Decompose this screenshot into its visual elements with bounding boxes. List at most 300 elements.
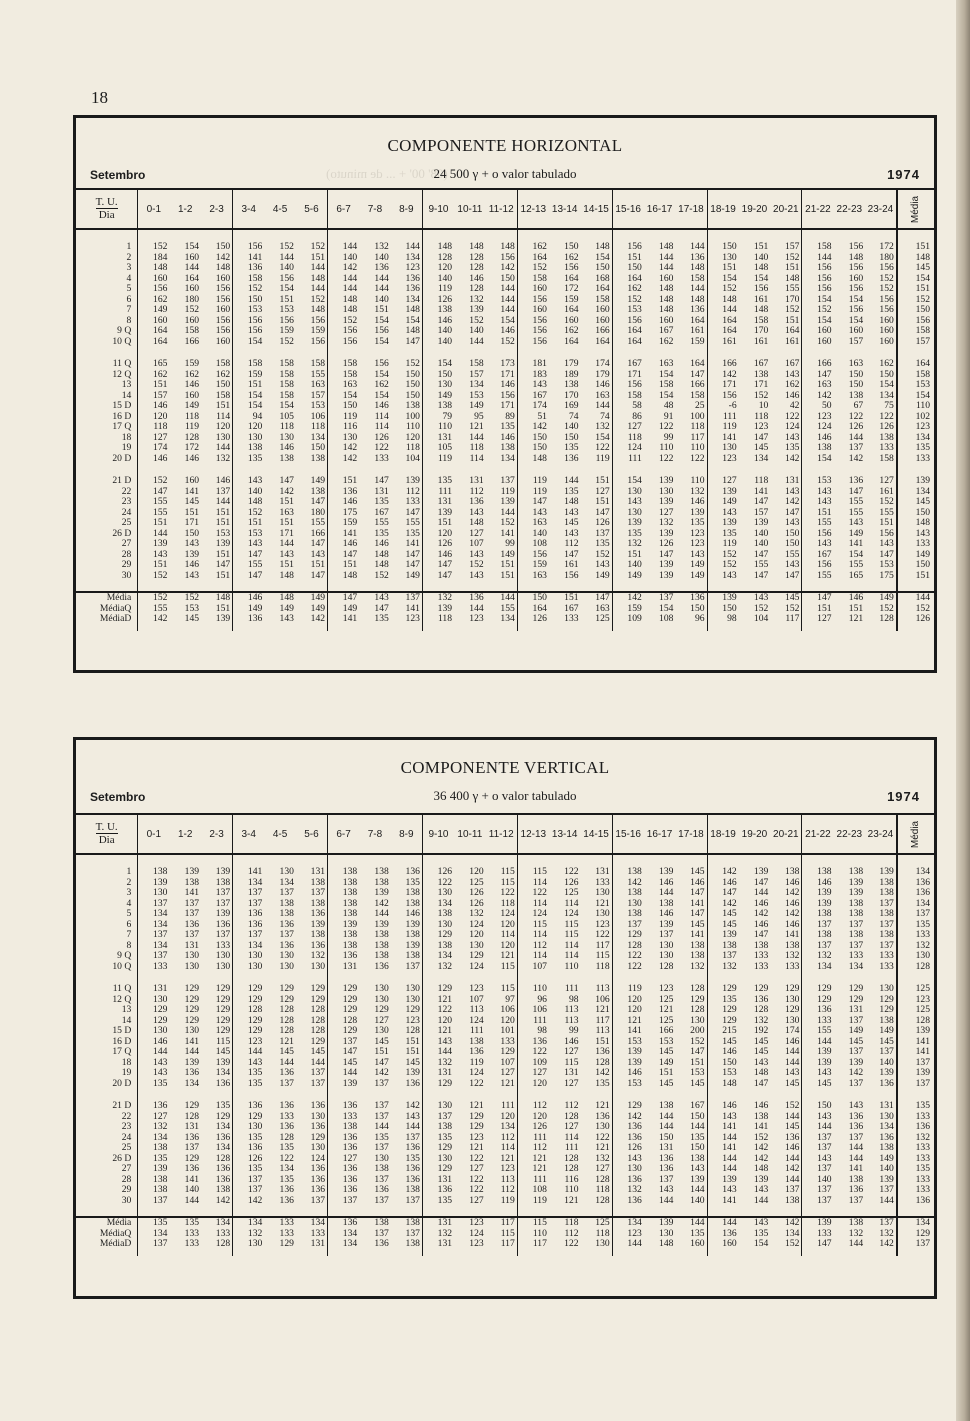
value-cell: 143 <box>469 569 484 581</box>
hour-header: 5-6 <box>296 814 328 854</box>
value-cell: 75 <box>884 400 894 411</box>
value-cell: 141 <box>233 253 265 264</box>
value-cell: 141 <box>184 887 200 898</box>
value-cell: 128 <box>405 1025 420 1036</box>
value-cell: 160 <box>879 325 894 336</box>
daily-mean-cell: 150 <box>897 560 934 571</box>
value-cell: 130 <box>215 431 231 443</box>
value-cell: 147 <box>753 569 769 581</box>
value-cell: 149 <box>500 548 515 560</box>
value-cell: 167 <box>612 359 644 370</box>
day-label: 18 <box>76 1058 138 1069</box>
value-cell: 140 <box>422 274 454 285</box>
value-cell: 163 <box>328 380 360 391</box>
value-cell: 137 <box>644 592 676 604</box>
value-cell: 146 <box>707 1101 739 1112</box>
table-row <box>76 263 934 274</box>
value-cell: 164 <box>707 316 739 327</box>
value-cell: 138 <box>328 909 360 920</box>
value-cell: 137 <box>184 1142 200 1153</box>
value-cell: 144 <box>753 1194 769 1206</box>
value-cell: 142 <box>612 878 644 889</box>
value-cell: 135 <box>753 1227 769 1239</box>
value-cell: 128 <box>469 262 484 273</box>
header-row <box>76 189 934 229</box>
value-cell: 136 <box>405 283 420 294</box>
value-cell: 129 <box>848 993 864 1005</box>
value-cell: 151 <box>279 517 294 528</box>
value-cell: 129 <box>612 930 644 941</box>
hour-header: 19-20 <box>739 189 771 229</box>
value-cell: 152 <box>233 284 265 295</box>
value-cell: 148 <box>233 497 265 508</box>
value-cell: 138 <box>391 1217 423 1229</box>
value-cell: 74 <box>568 410 579 422</box>
value-cell: 106 <box>517 1005 549 1016</box>
value-cell: 132 <box>233 1229 265 1240</box>
value-cell: 144 <box>707 1164 739 1175</box>
value-cell: 124 <box>310 1152 326 1164</box>
value-cell: 151 <box>328 476 360 487</box>
value-cell: 105 <box>279 410 294 422</box>
value-cell: 144 <box>469 431 484 443</box>
value-cell: 138 <box>310 485 326 497</box>
value-cell: 130 <box>279 960 294 972</box>
value-cell: 138 <box>153 866 168 877</box>
value-cell: 127 <box>564 1077 579 1089</box>
table-row <box>76 401 934 412</box>
value-cell: 148 <box>374 559 389 570</box>
value-cell: 152 <box>500 335 515 347</box>
value-cell: 116 <box>564 1173 579 1185</box>
value-cell: 142 <box>848 452 864 464</box>
value-cell: 151 <box>215 400 231 411</box>
value-cell: 137 <box>279 1077 294 1089</box>
value-cell: 147 <box>753 548 769 560</box>
value-cell: 123 <box>469 983 484 994</box>
day-label: 24 <box>76 508 138 519</box>
value-cell: 143 <box>659 1184 674 1195</box>
value-cell: 150 <box>564 431 579 443</box>
daily-mean-cell: 135 <box>897 1101 934 1112</box>
value-cell: 121 <box>500 1077 515 1089</box>
value-cell: 156 <box>848 241 864 252</box>
value-cell: 189 <box>564 368 579 380</box>
value-cell: 137 <box>879 897 894 909</box>
value-cell: 129 <box>374 1004 389 1015</box>
value-cell: 137 <box>328 1037 360 1048</box>
value-cell: 159 <box>517 560 549 571</box>
table-row <box>76 1196 934 1207</box>
value-cell: 152 <box>233 508 265 519</box>
value-cell: 132 <box>422 592 454 604</box>
value-cell: 130 <box>374 1152 389 1164</box>
table-title: COMPONENTE VERTICAL <box>400 758 610 777</box>
value-cell: 135 <box>785 442 800 453</box>
hour-header: 20-21 <box>770 189 802 229</box>
value-cell: 134 <box>328 1229 360 1240</box>
value-cell: 169 <box>564 400 579 411</box>
value-cell: 167 <box>753 358 769 369</box>
value-cell: 146 <box>690 876 705 888</box>
value-cell: 131 <box>310 866 326 877</box>
value-cell: 123 <box>454 1217 486 1229</box>
value-cell: 136 <box>279 1194 294 1206</box>
value-cell: 140 <box>753 527 769 539</box>
value-cell: 162 <box>215 368 231 380</box>
value-cell: 154 <box>659 368 674 380</box>
value-cell: 168 <box>595 272 610 284</box>
value-cell: 139 <box>184 548 200 560</box>
value-cell: 129 <box>690 993 705 1005</box>
value-cell: 134 <box>153 1131 168 1143</box>
value-cell: 147 <box>848 485 864 497</box>
value-cell: 137 <box>785 1184 800 1195</box>
day-label: 1 <box>76 867 138 878</box>
value-cell: 145 <box>659 1046 674 1057</box>
value-cell: 138 <box>848 1173 864 1185</box>
spacer-row <box>76 625 934 631</box>
value-cell: 142 <box>753 1142 769 1153</box>
value-cell: 128 <box>279 1131 294 1143</box>
table-row <box>76 984 934 995</box>
value-cell: 133 <box>279 1227 294 1239</box>
value-cell: 139 <box>659 475 674 486</box>
daily-mean-cell: 133 <box>897 454 934 465</box>
value-cell: 136 <box>310 939 326 951</box>
value-cell: 126 <box>517 614 549 625</box>
value-cell: 160 <box>184 251 200 263</box>
value-cell: 164 <box>785 325 800 336</box>
page-edge <box>956 0 970 1421</box>
value-cell: 138 <box>310 897 326 909</box>
value-cell: 129 <box>233 1026 265 1037</box>
value-cell: 115 <box>500 960 515 972</box>
value-cell: 124 <box>469 960 484 972</box>
value-cell: 126 <box>659 538 674 549</box>
value-cell: 142 <box>233 1196 265 1207</box>
value-cell: 122 <box>659 421 674 432</box>
value-cell: 118 <box>184 410 200 422</box>
daily-mean-cell: 145 <box>897 497 934 508</box>
value-cell: 122 <box>595 1131 610 1143</box>
value-cell: 110 <box>517 1229 549 1240</box>
value-cell: 152 <box>310 293 326 305</box>
base-value-formula: 36 400 γ + o valor tabulado <box>433 788 577 803</box>
value-cell: 137 <box>153 1238 168 1249</box>
value-cell: 122 <box>500 887 515 898</box>
value-cell: 109 <box>517 1058 549 1069</box>
value-cell: 129 <box>215 993 231 1005</box>
value-cell: 118 <box>469 442 484 453</box>
value-cell: 137 <box>184 897 200 909</box>
table-row <box>76 326 934 337</box>
daily-mean-cell: 136 <box>897 1196 934 1207</box>
value-cell: 152 <box>153 241 168 252</box>
value-cell: 123 <box>612 1229 644 1240</box>
value-cell: 149 <box>184 400 200 411</box>
value-cell: 153 <box>659 1035 674 1047</box>
value-cell: 151 <box>215 506 231 518</box>
value-cell: 138 <box>328 899 360 910</box>
value-cell: 147 <box>802 370 834 381</box>
hour-header: 22-23 <box>834 189 866 229</box>
value-cell: 126 <box>564 876 579 888</box>
value-cell: 158 <box>879 452 894 464</box>
value-cell: 143 <box>802 1154 834 1165</box>
value-cell: 141 <box>328 614 360 625</box>
value-cell: 138 <box>612 909 644 920</box>
value-cell: 120 <box>233 422 265 433</box>
value-cell: 98 <box>517 1026 549 1037</box>
daily-mean-cell: 137 <box>897 909 934 920</box>
value-cell: 141 <box>848 1163 864 1174</box>
value-cell: 129 <box>753 983 769 994</box>
value-cell: 150 <box>405 389 420 401</box>
value-cell: 156 <box>564 569 579 581</box>
value-cell: 134 <box>422 899 454 910</box>
daily-mean-cell: 133 <box>897 1143 934 1154</box>
value-cell: 138 <box>233 443 265 454</box>
value-cell: 130 <box>422 1101 454 1112</box>
value-cell: 146 <box>500 431 515 443</box>
value-cell: 147 <box>328 1047 360 1058</box>
value-cell: 129 <box>469 1121 484 1132</box>
value-cell: 146 <box>279 442 294 453</box>
value-cell: 132 <box>612 539 644 550</box>
value-cell: 124 <box>785 421 800 432</box>
value-cell: 128 <box>310 1014 326 1026</box>
value-cell: 156 <box>310 314 326 326</box>
day-label: 3 <box>76 888 138 899</box>
value-cell: 137 <box>374 1100 389 1111</box>
day-label: 10 Q <box>76 962 138 973</box>
value-cell: 148 <box>753 304 769 315</box>
value-cell: 133 <box>310 1227 326 1239</box>
value-cell: 143 <box>233 1058 265 1069</box>
value-cell: 137 <box>184 908 200 919</box>
value-cell: 137 <box>707 951 739 962</box>
value-cell: 148 <box>753 1163 769 1174</box>
value-cell: 143 <box>469 548 484 560</box>
value-cell: 133 <box>279 1110 294 1122</box>
value-cell: 129 <box>707 1005 739 1016</box>
table-header <box>76 740 934 813</box>
value-cell: 152 <box>785 1238 800 1249</box>
value-cell: 139 <box>707 930 739 941</box>
value-cell: 128 <box>310 1004 326 1015</box>
value-cell: 151 <box>405 1035 420 1047</box>
value-cell: 154 <box>233 337 265 348</box>
value-cell: 156 <box>517 316 549 327</box>
value-cell: 158 <box>279 368 294 380</box>
value-cell: 164 <box>612 337 644 348</box>
value-cell: 130 <box>233 962 265 973</box>
value-cell: 158 <box>517 274 549 285</box>
day-label: 30 <box>76 1196 138 1207</box>
value-cell: 119 <box>500 1194 515 1206</box>
daily-mean-cell: 134 <box>897 433 934 444</box>
value-cell: 134 <box>201 1217 233 1229</box>
value-cell: 129 <box>310 993 326 1005</box>
value-cell: 153 <box>184 602 200 614</box>
value-cell: 158 <box>612 391 644 402</box>
value-cell: 163 <box>802 380 834 391</box>
value-cell: 119 <box>707 422 739 433</box>
value-cell: 144 <box>785 1152 800 1164</box>
value-cell: 153 <box>879 559 894 570</box>
value-cell: 129 <box>328 1005 360 1016</box>
value-cell: 111 <box>564 983 579 994</box>
value-cell: 137 <box>215 929 231 940</box>
value-cell: 139 <box>802 899 834 910</box>
daily-mean-cell: 126 <box>897 614 934 625</box>
value-cell: 174 <box>517 401 549 412</box>
value-cell: 130 <box>328 433 360 444</box>
value-cell: 117 <box>500 1238 515 1249</box>
value-cell: 145 <box>770 592 802 604</box>
value-cell: 135 <box>374 613 389 624</box>
value-cell: 130 <box>422 380 454 391</box>
value-cell: 151 <box>753 241 769 252</box>
value-cell: 122 <box>469 1077 484 1089</box>
value-cell: 112 <box>564 538 579 549</box>
value-cell: 107 <box>469 993 484 1005</box>
value-cell: 160 <box>215 304 231 315</box>
value-cell: 137 <box>405 960 420 972</box>
value-cell: 154 <box>707 274 739 285</box>
value-cell: 140 <box>279 262 294 273</box>
value-cell: 147 <box>374 475 389 486</box>
value-cell: 120 <box>422 263 454 274</box>
value-cell: 136 <box>328 1101 360 1112</box>
value-cell: 131 <box>422 1239 454 1250</box>
table-row <box>76 867 934 878</box>
value-cell: 121 <box>517 1154 549 1165</box>
value-cell: 141 <box>707 1122 739 1133</box>
value-cell: 162 <box>153 368 168 380</box>
value-cell: 113 <box>500 1173 515 1185</box>
value-cell: 131 <box>310 1238 326 1249</box>
value-cell: 119 <box>612 984 644 995</box>
value-cell: 104 <box>405 452 420 464</box>
daily-mean-cell: 137 <box>897 1079 934 1090</box>
value-cell: 138 <box>879 887 894 898</box>
value-cell: 131 <box>374 485 389 497</box>
value-cell: 129 <box>469 950 484 961</box>
value-cell: 105 <box>422 443 454 454</box>
value-cell: 150 <box>659 1131 674 1143</box>
value-cell: 138 <box>802 443 834 454</box>
value-cell: 126 <box>595 517 610 528</box>
value-cell: 158 <box>233 274 265 285</box>
value-cell: 128 <box>659 960 674 972</box>
month-label: Setembro <box>90 790 146 804</box>
value-cell: 131 <box>848 1004 864 1015</box>
value-cell: 139 <box>469 304 484 315</box>
value-cell: 133 <box>564 613 579 624</box>
value-cell: 148 <box>707 295 739 306</box>
value-cell: 137 <box>374 1173 389 1185</box>
hour-header: 4-5 <box>264 814 296 854</box>
value-cell: 150 <box>184 527 200 539</box>
daily-mean-cell: 143 <box>897 529 934 540</box>
value-cell: 156 <box>564 262 579 273</box>
value-cell: 132 <box>690 960 705 972</box>
value-cell: 115 <box>517 867 549 878</box>
value-cell: 130 <box>659 950 674 961</box>
value-cell: 132 <box>690 485 705 497</box>
day-label: 5 <box>76 909 138 920</box>
value-cell: 141 <box>848 538 864 549</box>
value-cell: 156 <box>215 314 231 326</box>
value-cell: 148 <box>500 241 515 252</box>
value-cell: 148 <box>690 262 705 273</box>
day-label: 24 <box>76 1133 138 1144</box>
value-cell: 106 <box>500 1004 515 1015</box>
value-cell: 179 <box>595 368 610 380</box>
value-cell: 159 <box>279 325 294 336</box>
value-cell: 156 <box>802 529 834 540</box>
value-cell: 91 <box>663 410 674 422</box>
value-cell: 118 <box>153 421 168 432</box>
value-cell: 120 <box>469 866 484 877</box>
value-cell: 114 <box>500 1142 515 1153</box>
value-cell: 126 <box>612 1143 644 1154</box>
value-cell: 137 <box>802 920 834 931</box>
value-cell: 129 <box>707 984 739 995</box>
value-cell: 139 <box>848 876 864 888</box>
value-cell: 121 <box>659 1004 674 1015</box>
value-cell: 171 <box>279 527 294 539</box>
hour-header: 16-17 <box>644 814 676 854</box>
daily-mean-cell: 141 <box>897 1037 934 1048</box>
value-cell: 156 <box>233 316 265 327</box>
value-cell: 136 <box>279 1100 294 1111</box>
value-cell: 129 <box>184 983 200 994</box>
value-cell: 138 <box>405 897 420 909</box>
value-cell: 141 <box>753 1121 769 1132</box>
value-cell: 156 <box>802 284 834 295</box>
value-cell: 158 <box>802 242 834 253</box>
value-cell: 143 <box>233 539 265 550</box>
value-cell: 114 <box>517 899 549 910</box>
value-cell: 179 <box>564 358 579 369</box>
value-cell: 143 <box>802 1112 834 1123</box>
value-cell: 144 <box>848 1142 864 1153</box>
value-cell: 140 <box>328 253 360 264</box>
value-cell: 151 <box>215 548 231 560</box>
value-cell: 147 <box>595 506 610 518</box>
value-cell: 146 <box>184 559 200 570</box>
value-cell: 144 <box>659 262 674 273</box>
table-row <box>76 962 934 973</box>
value-cell: 130 <box>659 1227 674 1239</box>
value-cell: 147 <box>707 888 739 899</box>
value-cell: 139 <box>153 1163 168 1174</box>
value-cell: 148 <box>469 241 484 252</box>
value-cell: 134 <box>296 1217 328 1229</box>
value-cell: 123 <box>469 613 484 624</box>
value-cell: 135 <box>690 1131 705 1143</box>
value-cell: 146 <box>707 878 739 889</box>
value-cell: 118 <box>549 1217 581 1229</box>
value-cell: 144 <box>707 1154 739 1165</box>
value-cell: 136 <box>848 1110 864 1122</box>
value-cell: 120 <box>500 918 515 930</box>
value-cell: 122 <box>564 866 579 877</box>
value-cell: 129 <box>879 993 894 1005</box>
